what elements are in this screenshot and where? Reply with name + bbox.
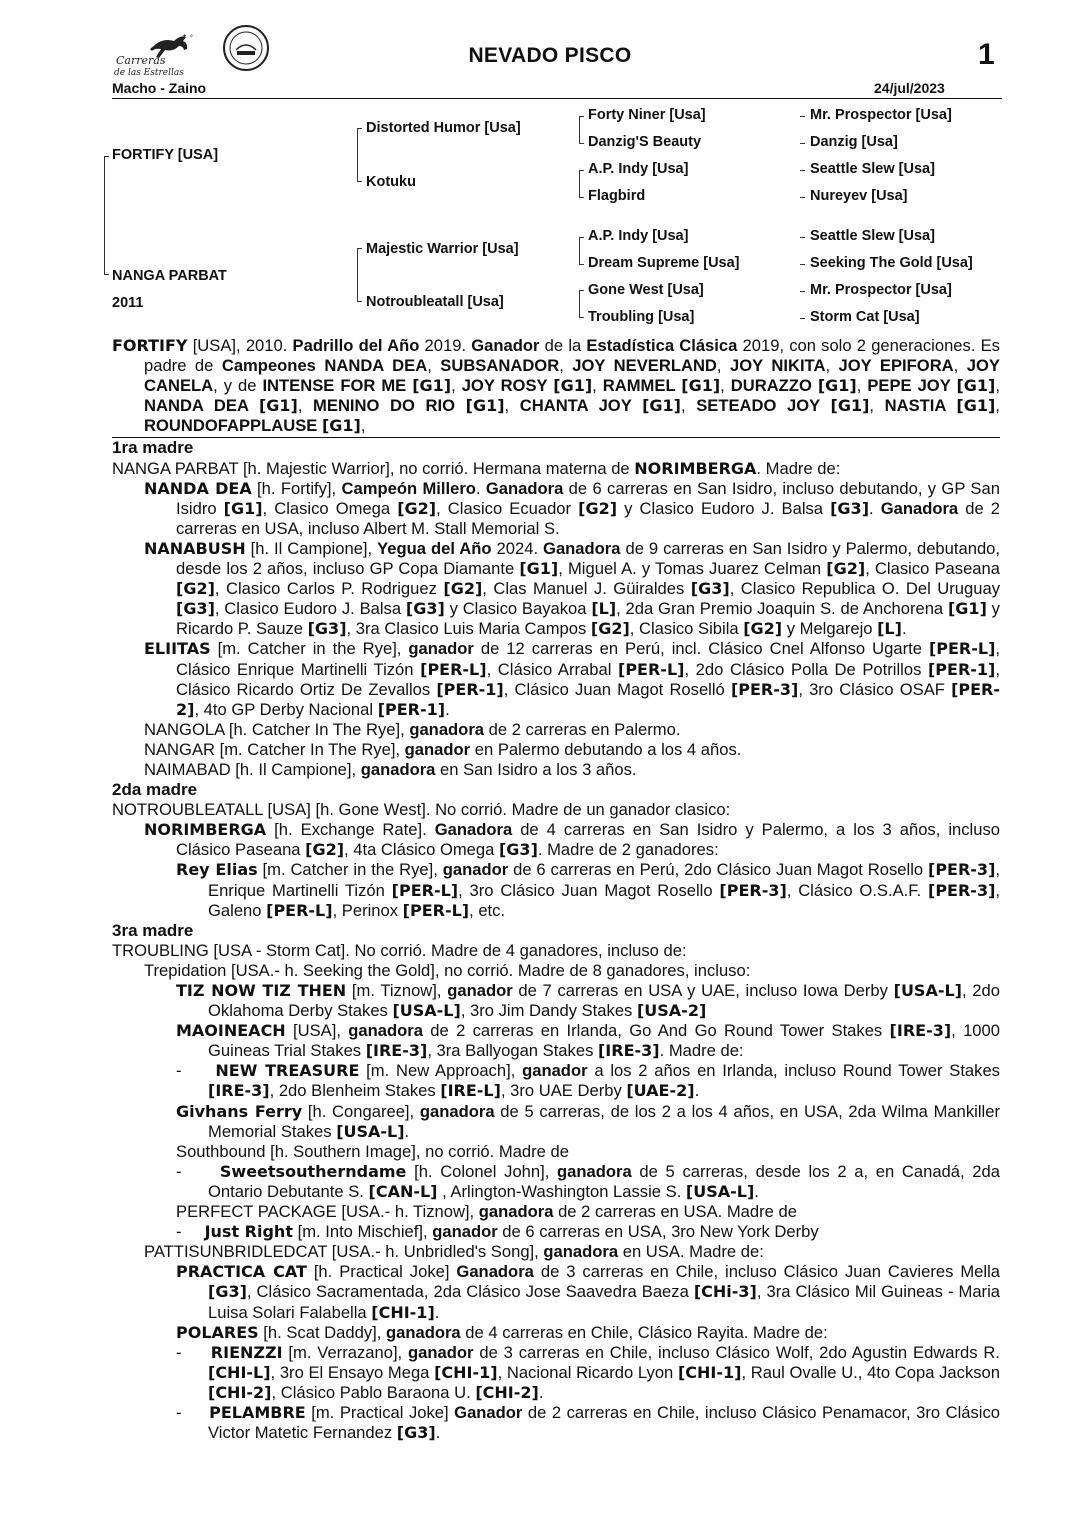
pedigree-bracket <box>579 170 584 198</box>
produce-entry: NANGAR [m. Catcher In The Rye], ganador en Palermo debutando a los 4 años. <box>144 739 742 759</box>
dam-paragraph: NANGA PARBAT [h. Majestic Warrior], no corrió. Hermana materna de NORIMBERGA. Madre de: <box>112 458 841 478</box>
horse-name-title: NEVADO PISCO <box>468 44 632 67</box>
gen3-name: Troubling [Usa] <box>588 309 695 325</box>
produce-entry: NANDA DEA [h. Fortify], Campeón Millero. Ganadora de 6 carreras en San Isidro, incluso debutando, y GP San Isidro [G1], Clasico Omega [G2], Clasico Ecuador [G2] y Clasico Eudoro J. Balsa [G3]. Ganadora de 2 carreras en USA, incluso Albert M. Stall Memorial S. <box>144 478 1000 538</box>
pedigree-bracket <box>579 116 584 144</box>
produce-entry: PATTISUNBRIDLEDCAT [USA.- h. Unbridled's Song], ganadora en USA. Madre de: <box>144 1242 764 1262</box>
dam-paragraph: TROUBLING [USA - Storm Cat]. No corrió. Madre de 4 ganadores, incluso de: <box>112 940 687 960</box>
gen2-name: Notroubleatall [Usa] <box>366 294 504 310</box>
gen3-name: Dream Supreme [Usa] <box>588 255 740 271</box>
produce-entry: Givhans Ferry [h. Congaree], ganadora de 5 carreras, de los 2 a los 4 años, en USA, 2da Wilma Mankiller Memorial Stakes [USA-L]. <box>176 1101 1000 1141</box>
pedigree-dash <box>800 170 805 171</box>
gen3-name: Forty Niner [Usa] <box>588 107 706 123</box>
produce-entry: - Sweetsoutherndame [h. Colonel John], ganadora de 5 carreras, desde los 2 a, en Canadá, 2da Ontario Debutante S. [CAN-L] , Arlington-Washington Lassie S. [USA-L]. <box>176 1161 1000 1201</box>
produce-entry: NANGOLA [h. Catcher In The Rye], ganadora de 2 carreras en Palermo. <box>144 719 681 739</box>
produce-entry: NANABUSH [h. Il Campione], Yegua del Año 2024. Ganadora de 9 carreras en San Isidro y Palermo, debutando, desde los 2 años, incluso GP Copa Diamante [G1], Miguel A. y Tomas Juarez Celman [G2], Clasico Paseana [G2], Clasico Carlos P. Rodriguez [G2], Clas Manuel J. Güiraldes [G3], Clasico Republica O. Del Uruguay [G3], Clasico Eudoro J. Balsa [G3] y Clasico Bayakoa [L], 2da Gran Premio Joaquin S. de Anchorena [G1] y Ricardo P. Sauze [G3], 3ra Clasico Luis Maria Campos [G2], Clasico Sibila [G2] y Melgarejo [L]. <box>144 538 1001 639</box>
sale-date: 24/jul/2023 <box>874 80 945 96</box>
pedigree-bracket <box>357 248 362 302</box>
pedigree-bracket <box>579 237 584 265</box>
gen3-name: Gone West [Usa] <box>588 282 704 298</box>
gen2-name: Distorted Humor [Usa] <box>366 120 521 136</box>
birth-year: 2011 <box>112 295 144 311</box>
produce-entry: Rey Elias [m. Catcher in the Rye], ganador de 6 carreras en Perú, 2do Clásico Juan Magot Rosello [PER-3], Enrique Martinelli Tizón [PER-L], 3ro Clásico Juan Magot Rosello [PER-3], Clásico O.S.A.F. [PER-3], Galeno [PER-L], Perinox [PER-L], etc. <box>176 860 1001 920</box>
dam-paragraph: NOTROUBLEATALL [USA] [h. Gone West]. No corrió. Madre de un ganador clasico: <box>112 800 731 820</box>
pedigree-dash <box>800 237 805 238</box>
gen3-name: A.P. Indy [Usa] <box>588 228 689 244</box>
svg-text:✦ ✧: ✦ ✧ <box>182 34 194 40</box>
first-dam-heading: 1ra madre <box>112 438 194 458</box>
gen4-name: Seattle Slew [Usa] <box>810 228 935 244</box>
gen4-name: Nureyev [Usa] <box>810 188 908 204</box>
pedigree-dash <box>800 291 805 292</box>
gen3-name: Danzig'S Beauty <box>588 134 702 150</box>
sire-name: FORTIFY [USA] <box>112 147 219 163</box>
gen4-name: Storm Cat [Usa] <box>810 309 920 325</box>
sire-paragraph: FORTIFY [USA], 2010. Padrillo del Año 2019. Ganador de la Estadística Clásica 2019, con solo 2 generaciones. Es padre de Campeones NANDA DEA, SUBSANADOR, JOY NEVERLAND, JOY NIKITA, JOY EPIFORA, JOY CANELA, y de INTENSE FOR ME [G1], JOY ROSY [G1], RAMMEL [G1], DURAZZO [G1], PEPE JOY [G1], NANDA DEA [G1], MENINO DO RIO [G1], CHANTA JOY [G1], SETEADO JOY [G1], NASTIA [G1], ROUNDOFAPPLAUSE [G1], <box>112 336 1000 436</box>
gen4-name: Seeking The Gold [Usa] <box>810 255 973 271</box>
lot-number: 1 <box>978 38 995 71</box>
pedigree-bracket <box>357 128 362 182</box>
produce-entry: - PELAMBRE [m. Practical Joke] Ganador de 2 carreras en Chile, incluso Clásico Penamacor, 3ro Clásico Victor Matetic Fernandez [G3]. <box>176 1402 1001 1443</box>
pedigree-dash <box>800 116 805 117</box>
produce-entry: TIZ NOW TIZ THEN [m. Tiznow], ganador de 7 carreras en USA y UAE, incluso Iowa Derby [USA-L], 2do Oklahoma Derby Stakes [USA-L], 3ro Jim Dandy Stakes [USA-2] <box>176 981 1000 1021</box>
gen2-name: Kotuku <box>366 174 416 190</box>
svg-text:de las Estrellas: de las Estrellas <box>114 68 184 78</box>
produce-entry: PERFECT PACKAGE [USA.- h. Tiznow], ganadora de 2 carreras en USA. Madre de <box>176 1202 797 1222</box>
produce-entry: NAIMABAD [h. Il Campione], ganadora en San Isidro a los 3 años. <box>144 759 637 779</box>
pedigree-dash <box>800 264 805 265</box>
gen3-name: Flagbird <box>588 188 646 204</box>
logo-text: Carreras <box>116 54 166 67</box>
gen4-name: Mr. Prospector [Usa] <box>810 282 952 298</box>
pedigree-dash <box>800 197 805 198</box>
gen4-name: Seattle Slew [Usa] <box>810 161 935 177</box>
gen4-name: Danzig [Usa] <box>810 134 898 150</box>
produce-entry: - NEW TREASURE [m. New Approach], ganador a los 2 años en Irlanda, incluso Round Tower Stakes [IRE-3], 2do Blenheim Stakes [IRE-L], 3ro UAE Derby [UAE-2]. <box>176 1061 1000 1101</box>
catalog-body <box>112 336 1000 1443</box>
dam-name: NANGA PARBAT <box>112 268 227 284</box>
second-dam-heading: 2da madre <box>112 780 198 800</box>
pedigree-bracket <box>104 156 109 275</box>
produce-entry: - Just Right [m. Into Mischief], ganador de 6 carreras en USA, 3ro New York Derby <box>176 1222 819 1242</box>
produce-entry: ELIITAS [m. Catcher in the Rye], ganador de 12 carreras en Perú, incl. Clásico Cnel Alfonso Ugarte [PER-L], Clásico Enrique Martinelli Tizón [PER-L], Clásico Arrabal [PER-L], 2do Clásico Polla De Potrillos [PER-1], Clásico Ricardo Ortiz De Zevallos [PER-1], Clásico Juan Magot Roselló [PER-3], 3ro Clásico OSAF [PER-2], 4to GP Derby Nacional [PER-1]. <box>144 639 1001 719</box>
produce-entry: - RIENZZI [m. Verrazano], ganador de 3 carreras en Chile, incluso Clásico Wolf, 2do Agustin Edwards R. [CHI-L], 3ro El Ensayo Mega [CHI-1], Nacional Ricardo Lyon [CHI-1], Raul Ovalle U., 4to Copa Jackson [CHI-2], Clásico Pablo Baraona U. [CHI-2]. <box>176 1342 1001 1402</box>
produce-entry: NORIMBERGA [h. Exchange Rate]. Ganadora de 4 carreras en San Isidro y Palermo, a los 3 años, incluso Clásico Paseana [G2], 4ta Clásico Omega [G3]. Madre de 2 ganadores: <box>144 820 1000 860</box>
pedigree-dash <box>800 318 805 319</box>
pedigree-bracket <box>579 290 584 318</box>
produce-entry: POLARES [h. Scat Daddy], ganadora de 4 carreras en Chile, Clásico Rayita. Madre de: <box>176 1322 828 1342</box>
gen4-name: Mr. Prospector [Usa] <box>810 107 952 123</box>
produce-entry: PRACTICA CAT [h. Practical Joke] Ganadora de 3 carreras en Chile, incluso Clásico Juan Cavieres Mella [G3], Clásico Sacramentada, 2da Clásico Jose Saavedra Baeza [CHi-3], 3ra Clásico Mil Guineas - Maria Luisa Solari Falabella [CHI-1]. <box>176 1262 1000 1322</box>
produce-entry: Trepidation [USA.- h. Seeking the Gold], no corrió. Madre de 8 ganadores, incluso: <box>144 960 751 980</box>
third-dam-heading: 3ra madre <box>112 920 194 940</box>
sex-color: Macho - Zaino <box>112 80 207 96</box>
produce-entry: Southbound [h. Southern Image], no corrió. Madre de <box>176 1141 569 1161</box>
pedigree-table <box>0 0 1080 340</box>
pedigree-dash <box>800 143 805 144</box>
produce-entry: MAOINEACH [USA], ganadora de 2 carreras en Irlanda, Go And Go Round Tower Stakes [IRE-3], 1000 Guineas Trial Stakes [IRE-3], 3ra Ballyogan Stakes [IRE-3]. Madre de: <box>176 1021 1000 1061</box>
gen2-name: Majestic Warrior [Usa] <box>366 241 519 257</box>
gen3-name: A.P. Indy [Usa] <box>588 161 689 177</box>
